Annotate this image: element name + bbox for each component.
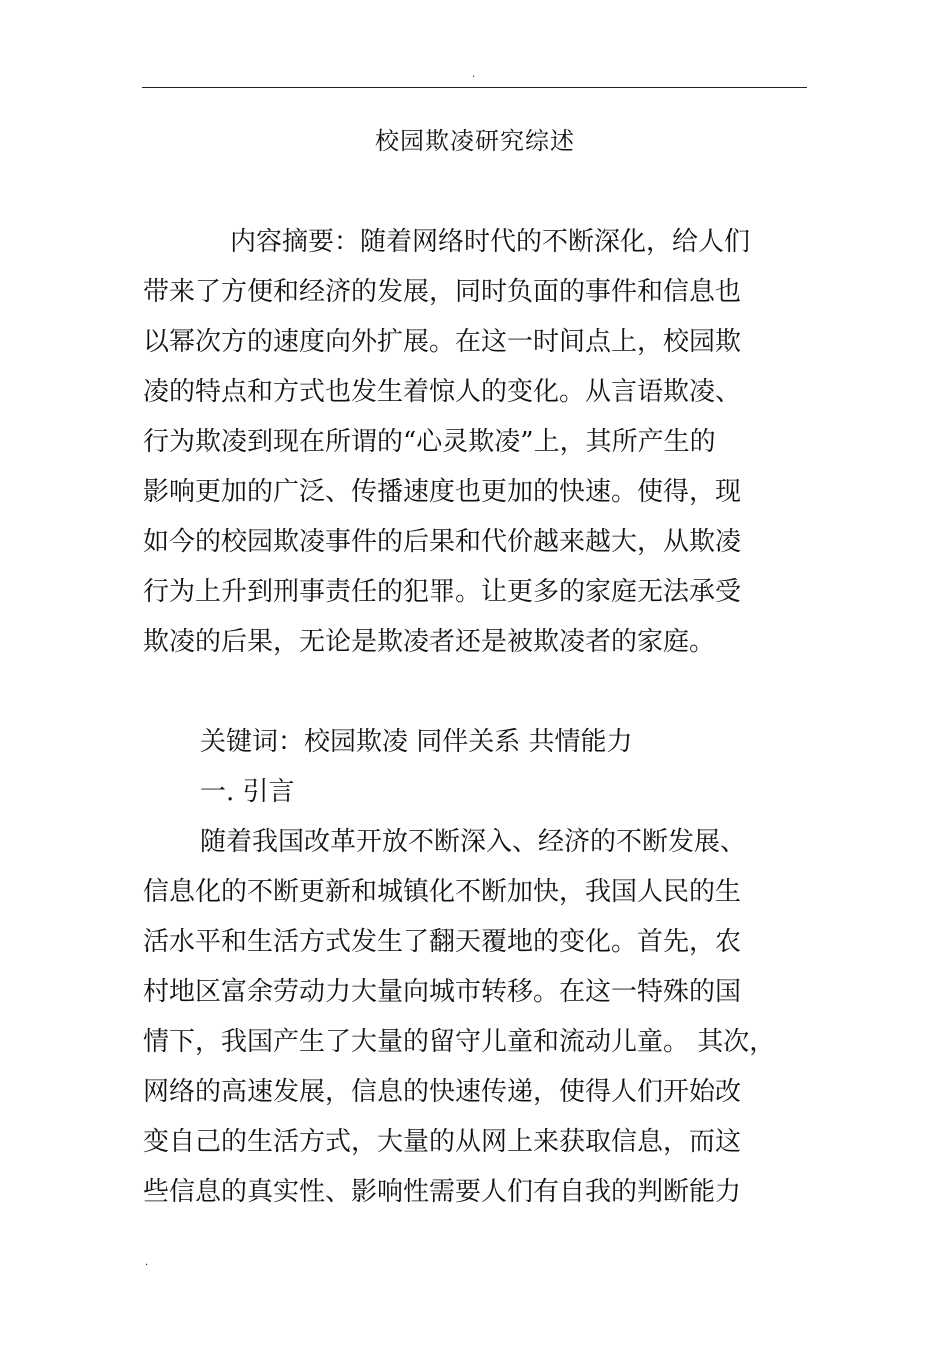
abstract-line: 凌的特点和方式也发生着惊人的变化。从言语欺凌、 [143,377,742,407]
body-line: 变自己的生活方式，大量的从网上来获取信息，而这 [143,1127,742,1157]
abstract-line: 影响更加的广泛、传播速度也更加的快速。使得，现 [143,477,742,507]
body-line: 活水平和生活方式发生了翻天覆地的变化。首先，农 [143,927,742,957]
abstract-line: 以幂次方的速度向外扩展。在这一时间点上，校园欺 [143,327,742,357]
footer-mark: . [145,1257,149,1268]
body-line: 随着我国改革开放不断深入、经济的不断发展、 [200,827,747,857]
header-mark: . [472,69,476,80]
body-line: 情下，我国产生了大量的留守儿童和流动儿童。 其次， [143,1027,776,1057]
abstract-line: 如今的校园欺凌事件的后果和代价越来越大，从欺凌 [143,527,742,557]
page-title: 校园欺凌研究综述 [375,127,575,155]
body-line: 信息化的不断更新和城镇化不断加快，我国人民的生 [143,877,742,907]
header-rule [142,87,807,88]
keywords-line: 关键词：校园欺凌 同伴关系 共情能力 [200,727,633,757]
body-line: 村地区富余劳动力大量向城市转移。在这一特殊的国 [143,977,742,1007]
section-heading: 一. 引言 [200,777,295,807]
abstract-line: 行为上升到刑事责任的犯罪。让更多的家庭无法承受 [143,577,742,607]
body-line: 网络的高速发展，信息的快速传递，使得人们开始改 [143,1077,742,1107]
abstract-line: 内容摘要：随着网络时代的不断深化，给人们 [230,227,751,257]
abstract-line: 欺凌的后果，无论是欺凌者还是被欺凌者的家庭。 [143,627,716,657]
abstract-line: 行为欺凌到现在所谓的“心灵欺凌”上，其所产生的 [143,427,716,457]
body-line: 些信息的真实性、影响性需要人们有自我的判断能力 [143,1177,742,1207]
abstract-line: 带来了方便和经济的发展，同时负面的事件和信息也 [143,277,742,307]
